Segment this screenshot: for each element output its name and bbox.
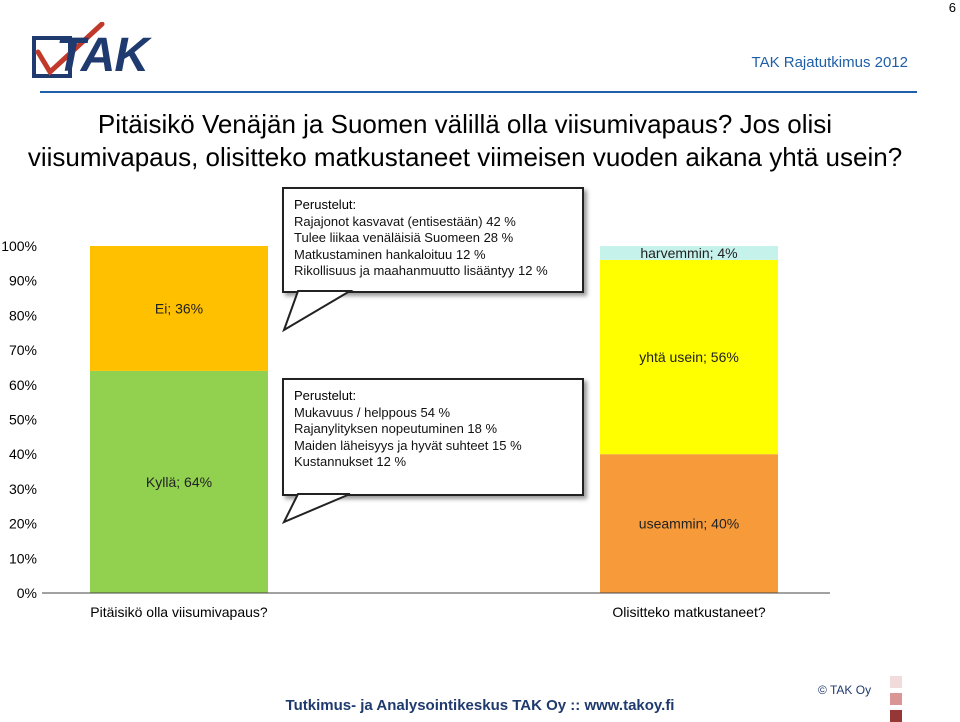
- y-tick-label: 90%: [8, 272, 37, 289]
- page-number: 6: [948, 0, 956, 15]
- y-tick-label: 70%: [8, 342, 37, 359]
- logo-text: TAK: [56, 29, 149, 82]
- y-tick-label: 100%: [1, 238, 37, 254]
- title-line-1: Pitäisikö Venäjän ja Suomen välillä olla viisumivapaus? Jos olisi: [97, 109, 833, 139]
- data-label: harvemmin; 4%: [640, 244, 738, 261]
- callout-tail-top: [284, 291, 350, 330]
- y-tick-label: 80%: [8, 307, 37, 324]
- callout-top-line: Tulee liikaa venäläisiä Suomeen 28 %: [294, 230, 514, 245]
- callout-top-line: Rajajonot kasvavat (entisestään) 42 %: [294, 213, 516, 229]
- callout-bottom-heading: Perustelut:: [294, 388, 357, 403]
- footer-square: [890, 676, 902, 688]
- y-tick-label: 60%: [8, 376, 37, 393]
- category-label: Olisitteko matkustaneet?: [612, 604, 766, 620]
- data-label: Kyllä; 64%: [145, 473, 213, 490]
- callout-top-line: Matkustaminen hankaloituu 12 %: [294, 246, 486, 262]
- y-tick-label: 10%: [8, 550, 37, 567]
- callout-bottom-line: Rajanylityksen nopeutuminen 18 %: [294, 421, 498, 436]
- callout-tail-bottom: [284, 494, 350, 522]
- category-label: Pitäisikö olla viisumivapaus?: [90, 604, 268, 620]
- y-tick-label: 0%: [16, 585, 37, 601]
- callout-bottom-line: Kustannukset 12 %: [294, 454, 407, 469]
- copyright: © TAK Oy: [818, 683, 872, 697]
- callout-bottom-line: Maiden läheisyys ja hyvät suhteet 15 %: [294, 437, 522, 453]
- header-survey-title: TAK Rajatutkimus 2012: [751, 54, 908, 71]
- data-label: yhtä usein; 56%: [639, 349, 739, 366]
- callout-top-heading: Perustelut:: [294, 197, 357, 212]
- callout-top-line: Rikollisuus ja maahanmuutto lisääntyy 12 %: [294, 263, 548, 278]
- data-label: Ei; 36%: [154, 300, 204, 317]
- y-tick-label: 40%: [8, 446, 37, 463]
- footer-text: Tutkimus- ja Analysointikeskus TAK Oy :: www.takoy.fi: [285, 697, 675, 714]
- y-tick-label: 20%: [8, 515, 37, 532]
- y-tick-label: 50%: [8, 411, 37, 428]
- title-line-2: viisumivapaus, olisitteko matkustaneet viimeisen vuoden aikana yhtä usein?: [27, 142, 903, 172]
- data-label: useammin; 40%: [638, 515, 740, 532]
- y-tick-label: 30%: [8, 480, 37, 497]
- callout-bottom-line: Mukavuus / helppous 54 %: [294, 404, 451, 420]
